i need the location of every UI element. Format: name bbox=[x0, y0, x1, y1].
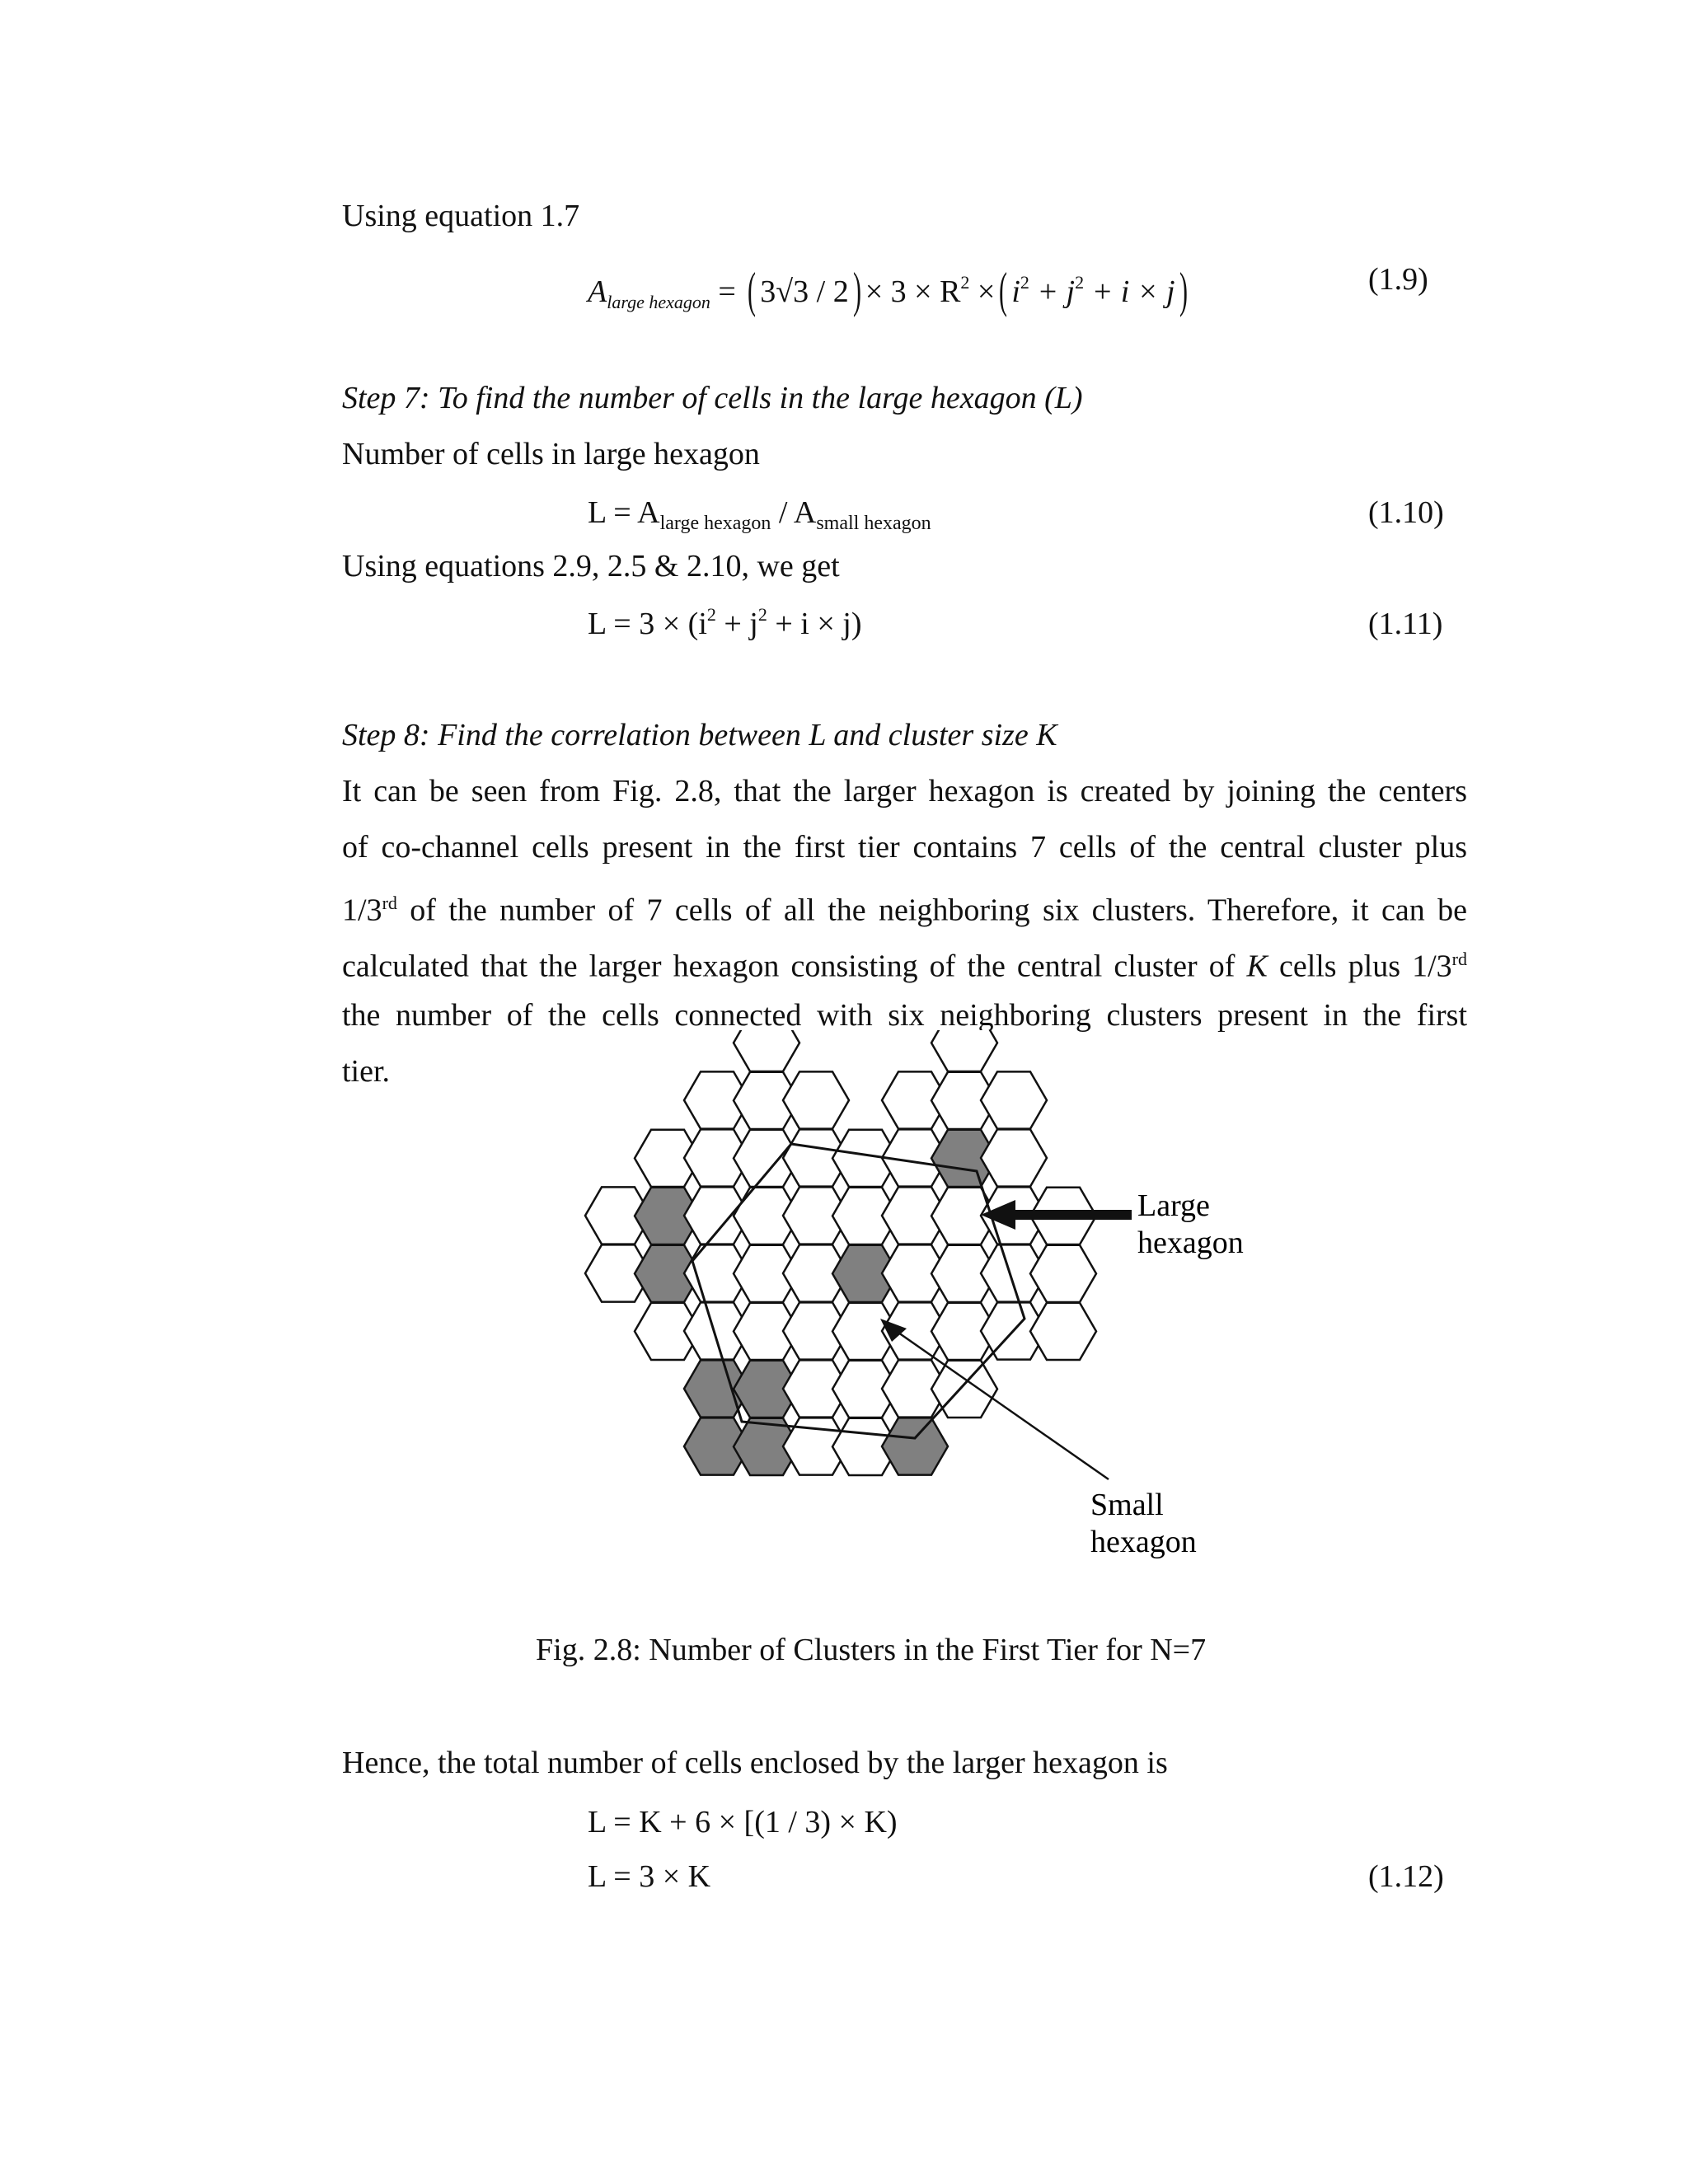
co-channel-cell bbox=[882, 1418, 948, 1474]
using-text: Using equations 2.9, 2.5 & 2.10, we get bbox=[342, 549, 840, 583]
label-large-1: Large bbox=[1137, 1188, 1210, 1223]
cell bbox=[783, 1071, 849, 1128]
cell bbox=[981, 1071, 1047, 1128]
cell bbox=[981, 1129, 1047, 1186]
para-line-3 bbox=[342, 881, 1467, 937]
eq-1-9-i-exp: 2 bbox=[1020, 272, 1029, 293]
eq-1-11-e2: 2 bbox=[757, 604, 767, 625]
eq-1-11-e1: 2 bbox=[706, 604, 716, 625]
eq-1-9-plus1: + j bbox=[1037, 274, 1076, 309]
eq-1-9-plus2: + i × j bbox=[1091, 274, 1175, 309]
eq-1-9-mult2: × bbox=[977, 274, 996, 309]
equation-1-11 bbox=[588, 604, 862, 641]
eq-1-10-sub2: small hexagon bbox=[816, 513, 931, 534]
hence-text: Hence, the total number of cells enclosed by the larger hexagon is bbox=[342, 1746, 1168, 1780]
para-l3a: 1/3 bbox=[342, 893, 382, 928]
label-small-1: Small bbox=[1090, 1488, 1164, 1522]
equation-1-12: L = 3 × K bbox=[588, 1859, 711, 1894]
step7-heading: Step 7: To find the number of cells in the large hexagon (L) bbox=[342, 381, 1083, 415]
para-l4a: calculated that the larger hexagon consisting of the central cluster of bbox=[342, 949, 1247, 984]
eq-1-11-number: (1.11) bbox=[1368, 607, 1443, 641]
large-hexagon-arrow-shaft bbox=[1001, 1210, 1132, 1220]
label-small-2: hexagon bbox=[1090, 1525, 1197, 1559]
equation-1-10 bbox=[588, 495, 931, 534]
cell bbox=[1030, 1245, 1096, 1302]
cell bbox=[1030, 1303, 1096, 1360]
para-l4b: cells plus 1/3 bbox=[1267, 949, 1452, 984]
eq-1-12-number: (1.12) bbox=[1368, 1859, 1444, 1894]
para-l4sup: rd bbox=[1451, 949, 1467, 969]
para-line-5: the number of the cells connected with six neighboring clusters present in the first bbox=[342, 998, 1467, 1033]
step8-heading: Step 8: Find the correlation between L and cluster size K bbox=[342, 718, 1057, 752]
para-l3sup: rd bbox=[382, 893, 397, 913]
eq-1-10-number: (1.10) bbox=[1368, 495, 1444, 530]
hexagon-cluster-figure bbox=[577, 1030, 1253, 1566]
equation-1-9: $A_{large hexagon}$ = ( $3√3 / 2) \times 3 \times R^2$ ×( $i^2 + j^2 + i \times j$) bbox=[588, 263, 1188, 317]
intro-text: Using equation 1.7 bbox=[342, 199, 580, 233]
para-line-4 bbox=[342, 937, 1467, 993]
para-line-1: It can be seen from Fig. 2.8, that the larger hexagon is created by joining the centers bbox=[342, 774, 1467, 808]
eq-1-10-l: L = A bbox=[588, 495, 660, 530]
eq-1-9-term1: 3√3 / 2 bbox=[760, 274, 849, 309]
step7-body: Number of cells in large hexagon bbox=[342, 437, 760, 471]
eq-1-9-number: (1.9) bbox=[1368, 262, 1428, 297]
eq-1-10-sub1: large hexagon bbox=[659, 513, 771, 534]
para-line-2: of co-channel cells present in the first tier contains 7 cells of the central cluster plus bbox=[342, 830, 1467, 865]
eq-1-9-j-exp: 2 bbox=[1075, 272, 1085, 293]
eq-1-11-mid: + j bbox=[715, 607, 758, 641]
para-l3b: of the number of 7 cells of all the neighboring six clusters. Therefore, it can be bbox=[396, 893, 1467, 928]
eq-1-9-i: i bbox=[1011, 274, 1020, 309]
eq-1-9-mult1: × 3 × R bbox=[865, 274, 961, 309]
para-line-6: tier. bbox=[342, 1054, 391, 1089]
eq-1-9-eq: = bbox=[718, 274, 736, 309]
equation-intermediate: L = K + 6 × [(1 / 3) × K) bbox=[588, 1805, 898, 1840]
eq-1-9-r-exp: 2 bbox=[960, 272, 970, 293]
para-l4k: K bbox=[1246, 949, 1268, 984]
eq-1-9-lhs: A bbox=[588, 274, 607, 309]
cell bbox=[734, 1030, 799, 1071]
hexagon-grid bbox=[585, 1030, 1096, 1475]
eq-1-11-post: + i × j) bbox=[767, 607, 862, 641]
eq-1-9-lhs-sub: large hexagon bbox=[607, 292, 710, 312]
cell bbox=[931, 1030, 997, 1071]
figure-caption: Fig. 2.8: Number of Clusters in the First Tier for N=7 bbox=[536, 1633, 1207, 1667]
eq-1-10-slash: / A bbox=[778, 495, 817, 530]
eq-1-11-pre: L = 3 × (i bbox=[588, 607, 707, 641]
label-large-2: hexagon bbox=[1137, 1226, 1244, 1260]
